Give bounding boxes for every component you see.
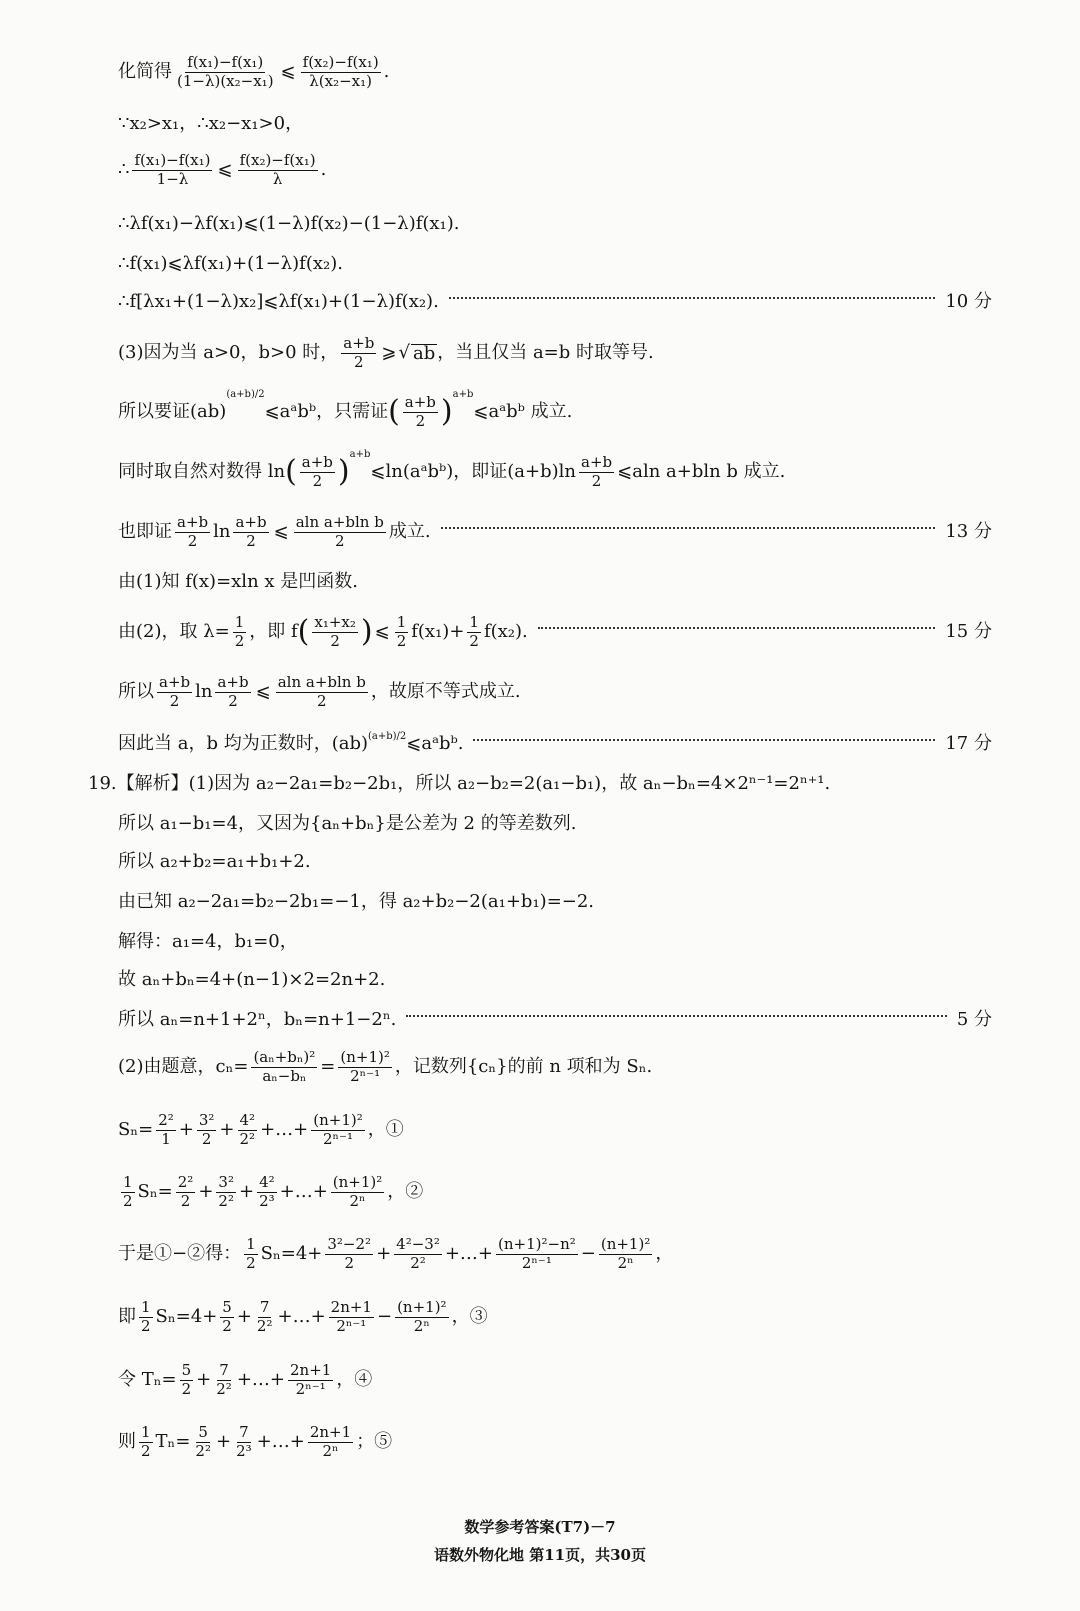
text: Sₙ=4+ xyxy=(260,1243,323,1264)
score-label: 13 分 xyxy=(945,521,992,542)
text: + xyxy=(215,1431,232,1452)
fraction xyxy=(139,1424,153,1460)
text: 解得：a₁=4，b₁=0， xyxy=(118,931,298,952)
denominator: 2² xyxy=(218,1191,234,1210)
numerator: 2n+1 xyxy=(309,1423,352,1442)
numerator: (n+1)² xyxy=(340,1048,390,1067)
leader-dots xyxy=(441,527,936,529)
denominator: 2³ xyxy=(259,1191,275,1210)
numerator: 3²−2² xyxy=(327,1235,372,1254)
numerator: aln a+bln b xyxy=(277,673,366,692)
text: 因此当 a，b 均为正数时，(ab) xyxy=(118,733,368,754)
text: Sₙ=4+ xyxy=(155,1306,218,1327)
denominator: 2 xyxy=(330,631,340,650)
fraction xyxy=(329,1299,374,1335)
derivation-line xyxy=(118,1008,992,1032)
fraction xyxy=(257,1174,277,1210)
denominator: 2ⁿ⁻¹ xyxy=(323,1129,353,1148)
text: 同时取自然对数得 ln xyxy=(118,461,286,482)
numerator: a+b xyxy=(581,453,613,472)
text: . xyxy=(320,159,327,180)
text: ⩽ln(aᵃbᵇ)，即证(a+b)ln xyxy=(370,461,576,482)
fraction xyxy=(233,614,247,650)
text: +…+ xyxy=(256,1431,305,1452)
text: 由已知 a₂−2a₁=b₂−2b₁=−1，得 a₂+b₂−2(a₁+b₁)=−2. xyxy=(118,891,595,912)
relation: ⩾ xyxy=(381,342,397,363)
numerator: 3² xyxy=(198,1111,215,1130)
numerator: 1 xyxy=(141,1298,151,1317)
denominator: aₙ−bₙ xyxy=(262,1066,307,1085)
denominator: 2ⁿ⁻¹ xyxy=(295,1379,326,1398)
text: 所以要证(ab) xyxy=(118,401,227,422)
text: ，③ xyxy=(451,1306,488,1327)
fraction xyxy=(214,1362,234,1398)
fraction xyxy=(394,1236,442,1272)
numerator: 1 xyxy=(123,1173,133,1192)
denominator: 2ⁿ⁻¹ xyxy=(336,1316,367,1335)
fraction xyxy=(175,54,276,90)
text: +…+ xyxy=(260,1119,309,1140)
derivation-line: 由(2)，取 λ= $\frac{1}{2}$ ，即 f ( $\frac{\text{x₁+x₂}}{2}$ ) ⩽ $\frac{1}{2}$ f(x₁)+ $\frac{1}{2}$ f(x₂). 15 分 xyxy=(118,613,992,650)
derivation-line xyxy=(118,732,992,756)
text: Sₙ= xyxy=(118,1119,154,1140)
denominator: 2 xyxy=(246,531,256,550)
fraction xyxy=(395,1299,449,1335)
fraction xyxy=(395,614,409,650)
fraction xyxy=(180,1362,194,1398)
denominator: λ(x₂−x₁) xyxy=(309,71,373,90)
fraction xyxy=(193,1424,213,1460)
text: +…+ xyxy=(279,1181,328,1202)
numerator: 2² xyxy=(177,1173,194,1192)
exponent: (a+b)/2 xyxy=(368,731,407,742)
text: ，④ xyxy=(336,1369,373,1390)
text: ∴f[λx₁+(1−λ)x₂]⩽λf(x₁)+(1−λ)f(x₂). xyxy=(118,291,439,312)
text: Sₙ= xyxy=(137,1181,173,1202)
derivation-line xyxy=(118,570,992,594)
text: 化简得 xyxy=(118,61,172,82)
page-footer-title: 数学参考答案(T7)－7 xyxy=(464,1518,616,1536)
text: − xyxy=(580,1243,596,1264)
denominator: 2² xyxy=(216,1379,232,1398)
derivation-line xyxy=(118,1295,992,1339)
numerator: 4² xyxy=(259,1173,275,1192)
derivation-line xyxy=(118,890,992,914)
fraction xyxy=(579,454,614,490)
text: +…+ xyxy=(236,1369,285,1390)
text: 由(2)，取 λ= xyxy=(118,621,230,642)
denominator: 2 xyxy=(396,631,407,650)
score-label: 17 分 xyxy=(945,733,992,754)
derivation-line xyxy=(118,290,992,314)
numerator: aln a+bln b xyxy=(295,513,384,532)
denominator: 2 xyxy=(415,411,426,430)
text: ，① xyxy=(367,1119,404,1140)
fraction xyxy=(216,1174,236,1210)
numerator: f(x₁)−f(x₁) xyxy=(187,53,264,72)
denominator: 2 xyxy=(123,1191,133,1210)
derivation-line xyxy=(118,52,992,92)
text: +…+ xyxy=(444,1243,494,1264)
text: (2)由题意，cₙ= xyxy=(118,1056,249,1077)
text: f(x₂). xyxy=(483,621,528,642)
numerator: a+b xyxy=(343,334,375,353)
numerator: (n+1)²−n² xyxy=(498,1235,576,1254)
text: 所以 a₁−b₁=4，又因为{aₙ+bₙ}是公差为 2 的等差数列. xyxy=(118,813,577,834)
text: ；⑤ xyxy=(356,1431,393,1452)
numerator: 1 xyxy=(246,1235,256,1254)
text: ⩽aᵃbᵇ 成立. xyxy=(473,401,573,422)
leader-dots xyxy=(538,627,936,629)
denominator: 1−λ xyxy=(156,169,189,188)
leader-dots xyxy=(449,297,936,299)
text: ，当且仅当 a=b 时取等号. xyxy=(437,342,654,363)
fraction xyxy=(215,674,250,710)
derivation-line xyxy=(118,1170,992,1214)
text: 故 aₙ+bₙ=4+(n−1)×2=2n+2. xyxy=(118,969,386,990)
text: + xyxy=(198,1181,214,1202)
derivation-line: (3)因为当 a>0，b>0 时， $\frac{a+b}{2}$ ⩾ √ ab ，当且仅当 a=b 时取等号. xyxy=(118,334,654,371)
exponent: (a+b)/2 xyxy=(226,389,265,400)
denominator: 2² xyxy=(410,1253,426,1272)
denominator: 2 xyxy=(141,1316,151,1335)
fraction xyxy=(132,152,212,188)
exponent: a+b xyxy=(452,389,474,400)
derivation-line xyxy=(118,1420,992,1464)
fraction xyxy=(220,1299,234,1335)
text: 所以 aₙ=n+1+2ⁿ，bₙ=n+1−2ⁿ. xyxy=(118,1009,397,1030)
fraction xyxy=(157,674,192,710)
score-label: 15 分 xyxy=(945,621,992,642)
text: 即 xyxy=(118,1306,136,1327)
fraction xyxy=(338,1049,392,1085)
denominator: 2³ xyxy=(236,1441,252,1460)
score-label: 5 分 xyxy=(956,1009,992,1030)
numerator: 5 xyxy=(222,1298,232,1317)
derivation-line xyxy=(118,1358,992,1402)
denominator: 2 xyxy=(181,1379,192,1398)
text: 则 xyxy=(118,1431,136,1452)
denominator: 2 xyxy=(334,531,345,550)
text: + xyxy=(376,1243,392,1264)
fraction xyxy=(139,1299,153,1335)
text: +…+ xyxy=(277,1306,326,1327)
text: 19.【解析】(1)因为 a₂−2a₁=b₂−2b₁，所以 a₂−b₂=2(a₁−b₁)，故 aₙ−bₙ=4×2ⁿ⁻¹=2ⁿ⁺¹. xyxy=(88,773,831,794)
text: 由(1)知 f(x)=xln x 是凹函数. xyxy=(118,571,358,592)
numerator: 1 xyxy=(234,613,245,632)
fraction xyxy=(496,1236,578,1272)
numerator: 5 xyxy=(198,1423,208,1442)
fraction xyxy=(467,614,481,650)
denominator: 2ⁿ xyxy=(617,1253,634,1272)
denominator: 2 xyxy=(234,631,245,650)
fraction xyxy=(308,1424,353,1460)
numerator: f(x₂)−f(x₁) xyxy=(239,151,316,170)
numerator: (n+1)² xyxy=(600,1235,651,1254)
denominator: 2² xyxy=(195,1441,211,1460)
text: (3)因为当 a>0，b>0 时， xyxy=(118,342,339,363)
relation: ⩽ xyxy=(273,521,289,542)
derivation-line: 所以要证(ab) (a+b)/2 ⩽aᵃbᵇ，只需证 ( $\frac{a+b}{2}$ ) $^{a+b}$ ⩽aᵃbᵇ 成立. xyxy=(118,389,573,430)
text: 所以 xyxy=(118,681,154,702)
derivation-line xyxy=(118,510,992,554)
text: ，即 f xyxy=(249,621,298,642)
sqrt-radicand: ab xyxy=(412,342,436,364)
denominator: 2 xyxy=(228,691,238,710)
text: Tₙ= xyxy=(155,1431,191,1452)
numerator: 7 xyxy=(239,1423,249,1442)
fraction xyxy=(234,1424,254,1460)
text: ，② xyxy=(387,1181,424,1202)
fraction xyxy=(301,54,381,90)
text: + xyxy=(178,1119,194,1140)
numerator: (n+1)² xyxy=(397,1298,447,1317)
numerator: a+b xyxy=(404,393,436,412)
fraction xyxy=(312,614,358,650)
text: + xyxy=(236,1306,252,1327)
fraction xyxy=(325,1236,373,1272)
numerator: x₁+x₂ xyxy=(314,613,356,632)
derivation-line xyxy=(118,150,992,190)
numerator: f(x₁)−f(x₁) xyxy=(134,151,211,170)
fraction xyxy=(251,1049,317,1085)
text: 也即证 xyxy=(118,521,172,542)
text: = xyxy=(320,1056,336,1077)
denominator: 2² xyxy=(256,1316,273,1335)
fraction xyxy=(276,674,368,710)
leader-dots xyxy=(406,1015,946,1017)
text: ，故原不等式成立. xyxy=(370,681,521,702)
denominator: 2 xyxy=(201,1129,212,1148)
text: ⩽aln a+bln b 成立. xyxy=(617,461,786,482)
denominator: 2 xyxy=(246,1253,256,1272)
denominator: 2 xyxy=(312,471,323,490)
relation: ⩽ xyxy=(374,621,390,642)
fraction xyxy=(238,1112,258,1148)
denominator: 2² xyxy=(239,1129,256,1148)
text: 于是①−②得： xyxy=(118,1243,242,1264)
derivation-line xyxy=(118,812,992,836)
text: ∴f(x₁)⩽λf(x₁)+(1−λ)f(x₂). xyxy=(118,253,343,274)
text: ln xyxy=(213,521,231,542)
text: ln xyxy=(195,681,213,702)
numerator: 1 xyxy=(396,613,407,632)
text: + xyxy=(219,1119,235,1140)
fraction xyxy=(255,1299,275,1335)
text: + xyxy=(196,1369,212,1390)
text: + xyxy=(238,1181,255,1202)
denominator: 2ⁿ⁻¹ xyxy=(521,1253,552,1272)
numerator: a+b xyxy=(301,453,333,472)
numerator: a+b xyxy=(177,513,209,532)
numerator: (n+1)² xyxy=(313,1111,363,1130)
denominator: (1−λ)(x₂−x₁) xyxy=(177,71,274,90)
numerator: (aₙ+bₙ)² xyxy=(253,1048,316,1067)
derivation-line xyxy=(118,1045,992,1089)
numerator: 3² xyxy=(218,1173,234,1192)
derivation-line xyxy=(118,850,992,874)
denominator: 2 xyxy=(354,352,364,371)
fraction xyxy=(288,1362,333,1398)
denominator: 2 xyxy=(187,531,198,550)
text: 令 Tₙ= xyxy=(118,1369,177,1390)
denominator: 2ⁿ xyxy=(349,1191,366,1210)
denominator: 2ⁿ xyxy=(322,1441,339,1460)
numerator: 2² xyxy=(158,1111,174,1130)
text: ⩽aᵃbᵇ. xyxy=(406,733,464,754)
denominator: 1 xyxy=(161,1129,171,1148)
denominator: 2 xyxy=(591,471,602,490)
text: 成立. xyxy=(388,521,431,542)
denominator: 2 xyxy=(316,691,327,710)
text: ，记数列{cₙ}的前 n 项和为 Sₙ. xyxy=(394,1056,653,1077)
fraction xyxy=(311,1112,365,1148)
fraction xyxy=(599,1236,653,1272)
section-heading-line xyxy=(88,772,992,796)
fraction xyxy=(121,1174,135,1210)
numerator: (n+1)² xyxy=(332,1173,383,1192)
fraction xyxy=(156,1112,176,1148)
fraction xyxy=(175,514,210,550)
numerator: 1 xyxy=(141,1423,151,1442)
fraction xyxy=(176,1174,196,1210)
relation: ⩽ xyxy=(217,159,233,180)
text: ∴λf(x₁)−λf(x₁)⩽(1−λ)f(x₂)−(1−λ)f(x₁). xyxy=(118,213,460,234)
numerator: 4² xyxy=(239,1111,256,1130)
text: 所以 a₂+b₂=a₁+b₁+2. xyxy=(118,851,311,872)
numerator: 1 xyxy=(469,613,479,632)
page-footer-page-number: 语数外物化地 第11页，共30页 xyxy=(434,1546,646,1564)
text: ⩽aᵃbᵇ，只需证 xyxy=(264,401,389,422)
numerator: 7 xyxy=(259,1298,270,1317)
text: − xyxy=(376,1306,393,1327)
numerator: 4²−3² xyxy=(396,1235,440,1254)
denominator: 2 xyxy=(141,1441,151,1460)
derivation-line xyxy=(118,112,992,136)
leader-dots xyxy=(473,739,935,741)
numerator: 7 xyxy=(219,1361,229,1380)
numerator: 5 xyxy=(181,1361,192,1380)
fraction xyxy=(233,514,268,550)
derivation-line xyxy=(118,1232,992,1276)
text: f(x₁)+ xyxy=(411,621,465,642)
fraction xyxy=(300,454,335,490)
numerator: a+b xyxy=(235,513,267,532)
denominator: 2ⁿ⁻¹ xyxy=(350,1066,381,1085)
denominator: 2 xyxy=(180,1191,191,1210)
exponent: a+b xyxy=(349,449,371,460)
derivation-line xyxy=(118,930,992,954)
relation: ⩽ xyxy=(280,61,296,82)
fraction xyxy=(341,335,376,371)
text: ∵x₂>x₁，∴x₂−x₁>0， xyxy=(118,113,304,134)
numerator: a+b xyxy=(217,673,249,692)
derivation-line xyxy=(118,670,992,714)
derivation-line xyxy=(118,212,992,236)
score-label: 10 分 xyxy=(945,291,992,312)
fraction xyxy=(331,1174,385,1210)
numerator: 2n+1 xyxy=(289,1361,332,1380)
numerator: 2n+1 xyxy=(330,1298,372,1317)
numerator: f(x₂)−f(x₁) xyxy=(302,53,379,72)
derivation-line xyxy=(118,252,992,276)
fraction xyxy=(244,1236,258,1272)
fraction xyxy=(294,514,386,550)
denominator: 2 xyxy=(222,1316,232,1335)
text: ∴ xyxy=(118,159,130,180)
fraction xyxy=(197,1112,217,1148)
denominator: 2 xyxy=(469,631,479,650)
denominator: λ xyxy=(272,169,283,188)
denominator: 2 xyxy=(344,1253,354,1272)
denominator: 2 xyxy=(169,691,180,710)
fraction xyxy=(238,152,318,188)
relation: ⩽ xyxy=(255,681,271,702)
derivation-line: 同时取自然对数得 ln ( $\frac{a+b}{2}$ ) $^{a+b}$ ⩽ln(aᵃbᵇ)，即证(a+b)ln $\frac{a+b}{2}$ ⩽aln a+bln b 成立. xyxy=(118,449,786,490)
text: ， xyxy=(655,1243,674,1264)
derivation-line xyxy=(118,1108,992,1152)
text: . xyxy=(383,61,390,82)
fraction xyxy=(403,394,438,430)
denominator: 2ⁿ xyxy=(413,1316,430,1335)
numerator: a+b xyxy=(159,673,191,692)
derivation-line xyxy=(118,968,992,992)
